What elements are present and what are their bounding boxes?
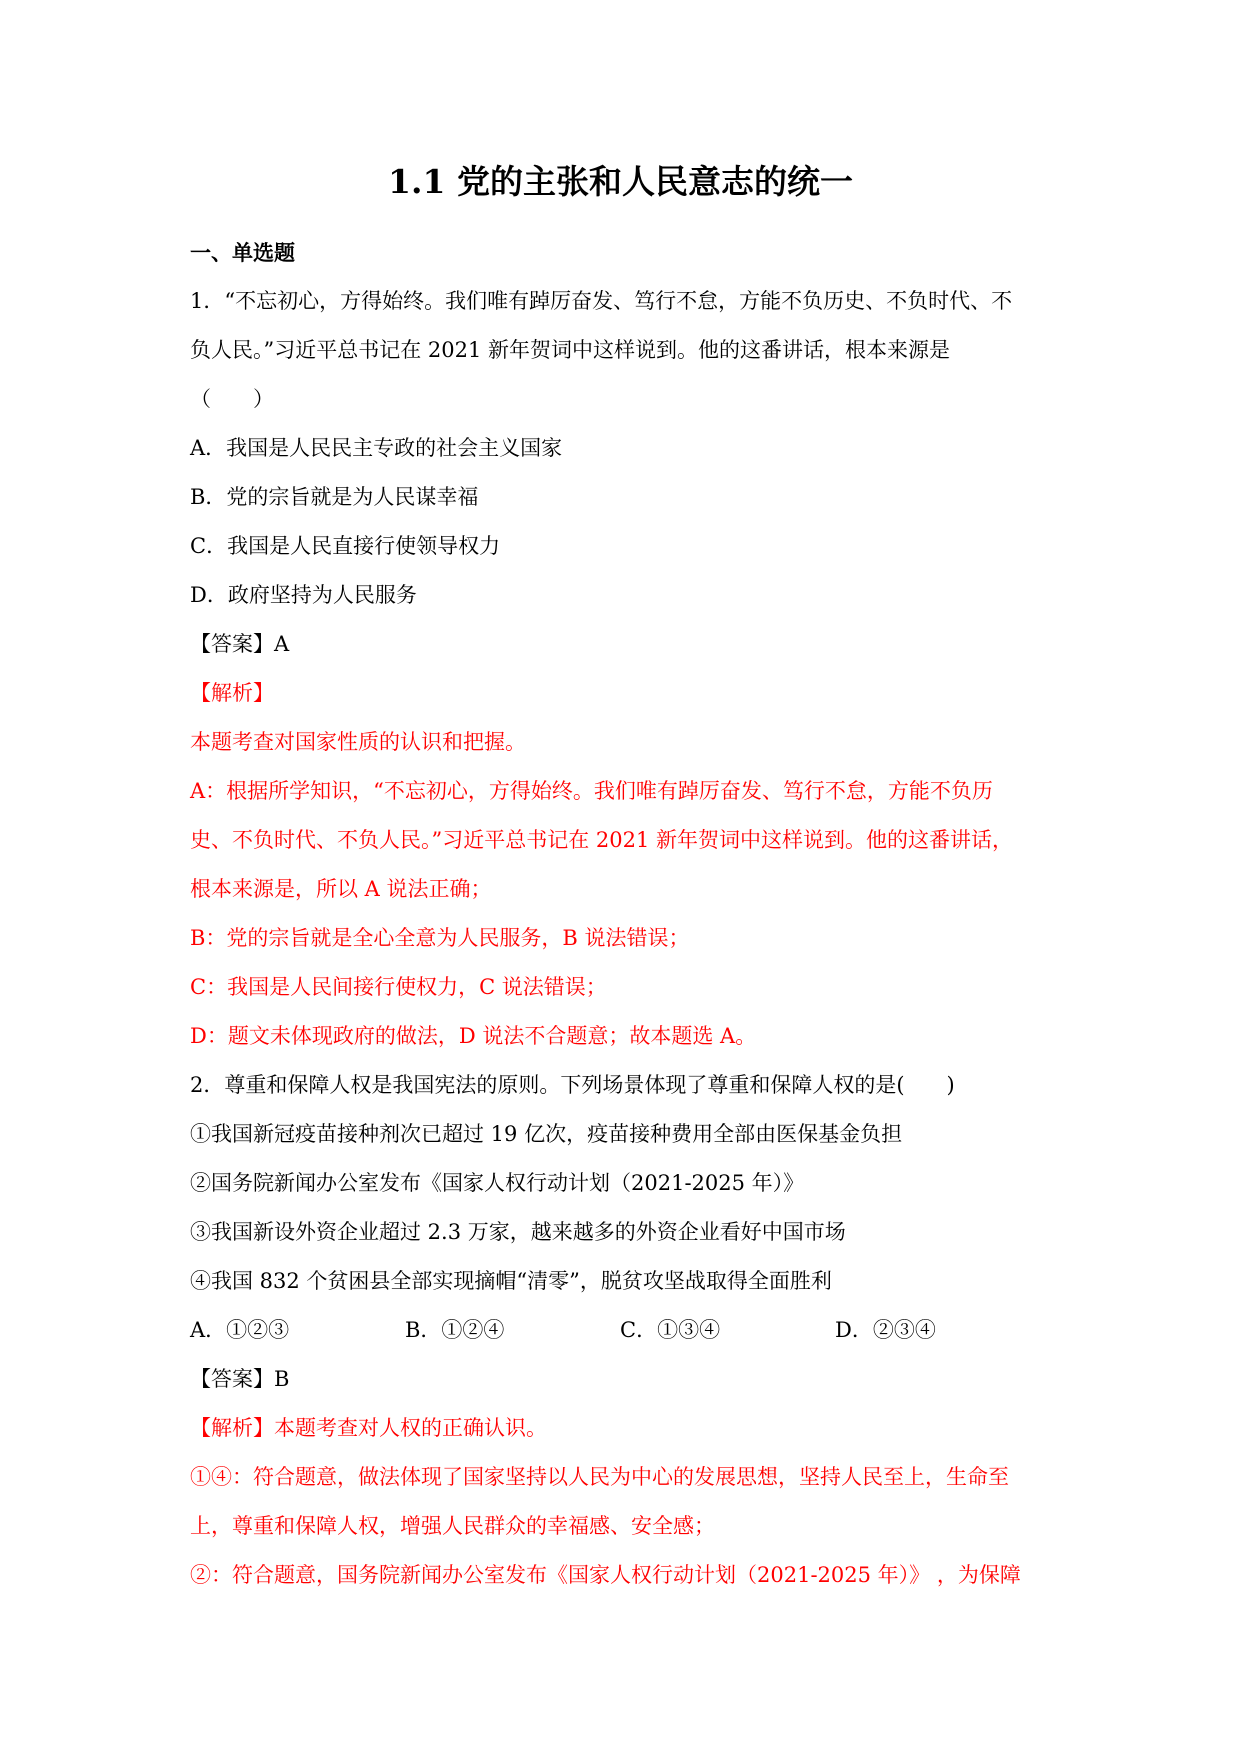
answer-label: 【答案】 (190, 1367, 274, 1391)
q1-analysis-label: 【解析】 (190, 681, 274, 705)
q1-analysis-line: 根本来源是，所以 A 说法正确； (190, 877, 492, 901)
q2-analysis-intro: 本题考查对人权的正确认识。 (274, 1416, 547, 1440)
q1-option-d: D．政府坚持为人民服务 (190, 583, 417, 607)
q1-analysis-line: B：党的宗旨就是全心全意为人民服务，B 说法错误； (190, 926, 690, 950)
q1-stem-line: 负人民。”习近平总书记在 2021 新年贺词中这样说到。他的这番讲话，根本来源是 (190, 338, 951, 362)
q2-analysis-line: 上，尊重和保障人权，增强人民群众的幸福感、安全感； (190, 1514, 715, 1538)
answer-label: 【答案】 (190, 632, 274, 656)
q2-answer (190, 1355, 1050, 1404)
q1-analysis-line: C：我国是人民间接行使权力，C 说法错误； (190, 975, 607, 999)
section-heading: 一、单选题 (190, 240, 295, 265)
q2-analysis-line: ②：符合题意，国务院新闻办公室发布《国家人权行动计划（2021-2025 年）》 ，为保障 (190, 1563, 1021, 1587)
page-title: 1.1 党的主张和人民意志的统一 (388, 162, 853, 201)
q2-option-b: B．①②④ (405, 1318, 505, 1342)
q1-analysis-line: D：题文未体现政府的做法，D 说法不合题意；故本题选 A。 (190, 1024, 757, 1048)
q2-option-d: D．②③④ (835, 1318, 936, 1342)
document-body (190, 228, 1050, 1600)
q1-analysis-line: 本题考查对国家性质的认识和把握。 (190, 730, 526, 754)
answer-value: B (274, 1367, 290, 1391)
q1-option-c: C．我国是人民直接行使领导权力 (190, 534, 501, 558)
q2-analysis-label: 【解析】 (190, 1416, 274, 1440)
q1-option-b: B．党的宗旨就是为人民谋幸福 (190, 485, 479, 509)
q1-stem-line: （ ） (190, 387, 274, 411)
answer-value: A (274, 632, 290, 656)
q1-analysis-line: A：根据所学知识，“不忘初心，方得始终。我们唯有踔厉奋发、笃行不怠，方能不负历 (190, 779, 993, 803)
q1-answer (190, 620, 1050, 669)
q2-item: ④我国 832 个贫困县全部实现摘帽“清零”，脱贫攻坚战取得全面胜利 (190, 1269, 832, 1293)
q1-option-a: A．我国是人民民主专政的社会主义国家 (190, 436, 563, 460)
q2-analysis (190, 1404, 1050, 1453)
q2-stem: 2．尊重和保障人权是我国宪法的原则。下列场景体现了尊重和保障人权的是( ) (190, 1073, 955, 1097)
q2-analysis-line: ①④：符合题意，做法体现了国家坚持以人民为中心的发展思想，坚持人民至上，生命至 (190, 1465, 1009, 1489)
q1-stem-line: 1．“不忘初心，方得始终。我们唯有踔厉奋发、笃行不怠，方能不负历史、不负时代、不 (190, 289, 1013, 313)
q1-analysis-line: 史、不负时代、不负人民。”习近平总书记在 2021 新年贺词中这样说到。他的这番讲话， (190, 828, 1014, 852)
q2-item: ①我国新冠疫苗接种剂次已超过 19 亿次，疫苗接种费用全部由医保基金负担 (190, 1122, 903, 1146)
q2-options (190, 1306, 1050, 1355)
q2-option-c: C．①③④ (620, 1318, 721, 1342)
q2-item: ②国务院新闻办公室发布《国家人权行动计划（2021-2025 年）》 (190, 1171, 805, 1195)
q2-option-a: A．①②③ (190, 1318, 290, 1342)
q2-item: ③我国新设外资企业超过 2.3 万家，越来越多的外资企业看好中国市场 (190, 1220, 846, 1244)
